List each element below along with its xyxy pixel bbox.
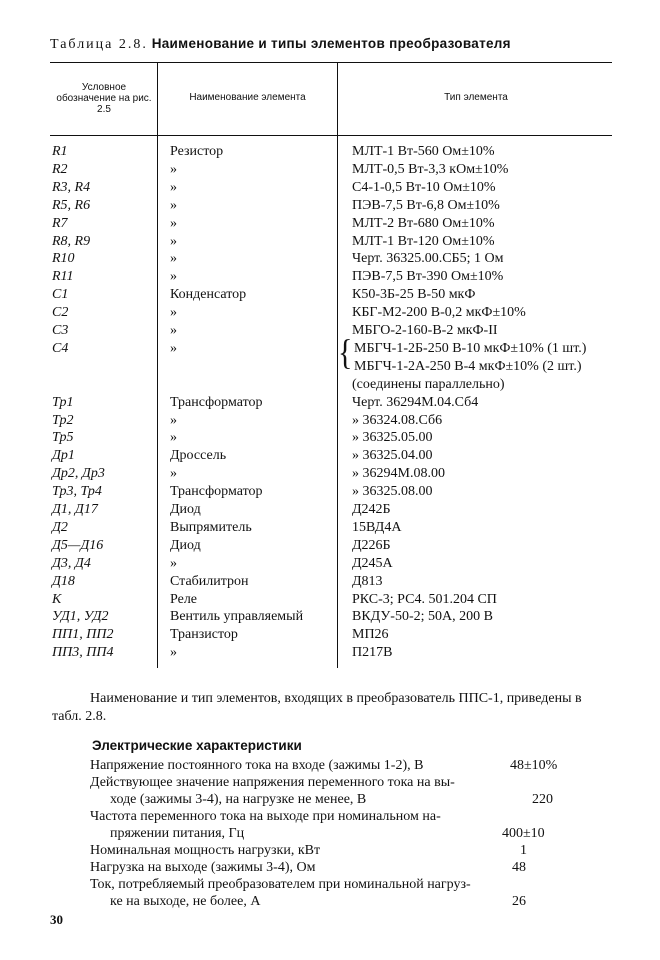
row-element-type: РКС-3; РС4. 501.204 СП <box>352 591 497 607</box>
row-element-name: Вентиль управляемый <box>170 609 304 625</box>
row-designation: УД1, УД2 <box>52 609 109 625</box>
row-element-type: Д245А <box>352 555 393 571</box>
row-element-type: МБГО-2-160-В-2 мкФ-II <box>352 323 498 338</box>
table-caption <box>50 36 511 53</box>
row-element-name: Реле <box>170 591 198 607</box>
row-designation: Др2, Др3 <box>52 466 105 482</box>
row-element-type: ВКДУ-50-2; 50А, 200 В <box>352 609 493 625</box>
row-element-type: » 36325.08.00 <box>352 484 433 500</box>
row-element-name: » <box>170 269 177 285</box>
spec-label-line: пряжении питания, Гц <box>110 826 245 841</box>
row-designation: Д18 <box>52 573 75 589</box>
row-element-name: » <box>170 340 177 356</box>
table-row <box>0 608 660 626</box>
row-designation: R5, R6 <box>52 197 91 213</box>
row-element-name: » <box>170 412 177 428</box>
row-element-type: » 36324.08.Сб6 <box>352 412 443 428</box>
row-element-name: » <box>170 466 177 482</box>
row-element-type: » 36294М.08.00 <box>352 466 445 482</box>
body-paragraph: Наименование и тип элементов, входящих в преобразователь ППС-1, приведены в табл. 2.8. <box>52 691 582 724</box>
row-element-name: » <box>170 215 177 231</box>
row-designation: Д5—Д16 <box>52 537 104 553</box>
table-row <box>0 250 660 268</box>
row-designation: R3, R4 <box>52 179 91 195</box>
row-element-name: » <box>170 161 177 177</box>
row-designation: R11 <box>52 269 74 285</box>
row-element-type: МЛТ-0,5 Вт-3,3 кОм±10% <box>352 161 509 177</box>
row-element-type: 15ВД4А <box>352 519 402 535</box>
row-designation: C3 <box>52 323 69 338</box>
row-element-type: МП26 <box>352 627 389 643</box>
table-row <box>0 483 660 501</box>
row-element-name: Конденсатор <box>170 287 247 303</box>
spec-item <box>90 859 510 876</box>
spec-value: 220 <box>532 792 553 807</box>
spec-label-line: Номинальная мощность нагрузки, кВт <box>90 843 321 858</box>
row-element-type: Д226Б <box>352 537 391 553</box>
row-designation: R1 <box>52 144 68 159</box>
row-designation: C4 <box>52 340 69 356</box>
row-element-type: С4-1-0,5 Вт-10 Ом±10% <box>352 179 496 195</box>
row-element-name: Трансформатор <box>170 394 263 410</box>
table-row <box>0 340 660 358</box>
row-element-type: ПЭВ-7,5 Вт-390 Ом±10% <box>352 269 504 285</box>
table-row <box>0 501 660 519</box>
spec-value: 400±10 <box>502 826 545 841</box>
spec-label-line: ходе (зажимы 3-4), на нагрузке не менее, В <box>110 792 367 807</box>
row-element-type: Д242Б <box>352 502 391 517</box>
row-element-name: » <box>170 323 177 338</box>
row-element-name: » <box>170 430 177 446</box>
spec-label-line: Нагрузка на выходе (зажимы 3-4), Ом <box>90 860 316 875</box>
table-row <box>0 447 660 465</box>
row-element-name: » <box>170 197 177 213</box>
row-element-type: П217В <box>352 645 393 661</box>
table-row <box>0 268 660 286</box>
row-element-name: Выпрямитель <box>170 519 252 535</box>
row-element-name: Трансформатор <box>170 484 263 500</box>
table-row <box>0 412 660 430</box>
table-row <box>0 358 660 376</box>
section-title: Электрические характеристики <box>92 738 302 753</box>
row-element-name: Диод <box>170 502 201 517</box>
row-element-type: МЛТ-1 Вт-120 Ом±10% <box>352 233 495 249</box>
row-designation: R2 <box>52 161 68 177</box>
spec-item <box>90 774 510 808</box>
table-row <box>0 465 660 483</box>
row-designation: Тр3, Тр4 <box>52 484 102 500</box>
table-row <box>0 233 660 251</box>
spec-value: 1 <box>520 843 527 858</box>
row-element-type: ПЭВ-7,5 Вт-6,8 Ом±10% <box>352 197 500 213</box>
row-element-name: » <box>170 233 177 249</box>
spec-item <box>90 842 510 859</box>
row-element-name: » <box>170 645 177 661</box>
row-designation: R8, R9 <box>52 233 91 249</box>
row-element-name: Резистор <box>170 144 224 159</box>
table-row <box>0 429 660 447</box>
row-element-type: » 36325.04.00 <box>352 448 433 464</box>
row-designation: К <box>52 591 62 607</box>
spec-item <box>90 757 510 774</box>
row-designation: Д2 <box>52 519 68 535</box>
row-element-type: (соединены параллельно) <box>352 376 505 392</box>
row-element-type: Д813 <box>352 573 383 589</box>
row-designation: Д1, Д17 <box>52 502 98 517</box>
spec-label-line: Ток, потребляемый преобразователем при номинальной нагруз- <box>90 877 471 892</box>
header-designation: Условное обозначение на рис. 2.5 <box>56 82 152 115</box>
row-element-name: » <box>170 305 177 321</box>
table-row <box>0 322 660 340</box>
row-designation: R10 <box>52 251 75 267</box>
row-element-name: Стабилитрон <box>170 573 249 589</box>
row-element-type: » 36325.05.00 <box>352 430 433 446</box>
table-row <box>0 519 660 537</box>
row-element-name: » <box>170 251 177 267</box>
page-number: 30 <box>50 912 63 927</box>
table-row <box>0 215 660 233</box>
table-top-rule <box>50 62 612 63</box>
row-element-name: Дроссель <box>170 448 227 464</box>
table-row <box>0 591 660 609</box>
row-element-type: МЛТ-2 Вт-680 Ом±10% <box>352 215 495 231</box>
table-row <box>0 376 660 394</box>
row-designation: Тр1 <box>52 394 74 410</box>
row-element-type: МЛТ-1 Вт-560 Ом±10% <box>352 144 495 159</box>
row-designation: R7 <box>52 215 68 231</box>
table-row <box>0 626 660 644</box>
row-element-type: МБГЧ-1-2А-250 В-4 мкФ±10% (2 шт.) <box>354 358 582 374</box>
spec-label-line: Напряжение постоянного тока на входе (зажимы 1-2), В <box>90 758 424 773</box>
row-element-type: Черт. 36325.00.СБ5; 1 Ом <box>352 251 504 267</box>
row-designation: Тр5 <box>52 430 74 446</box>
row-element-type: МБГЧ-1-2Б-250 В-10 мкФ±10% (1 шт.) <box>354 340 587 356</box>
table-row <box>0 394 660 412</box>
spec-label-line: Действующее значение напряжения переменного тока на вы- <box>90 775 455 790</box>
row-element-type: Черт. 36294М.04.Сб4 <box>352 394 479 410</box>
table-row <box>0 537 660 555</box>
table-row <box>0 286 660 304</box>
spec-item <box>90 808 510 842</box>
table-row <box>0 304 660 322</box>
spec-value: 48 <box>512 860 526 875</box>
row-element-name: Диод <box>170 537 201 553</box>
table-row <box>0 161 660 179</box>
row-element-name: » <box>170 555 177 571</box>
spec-label-line: ке на выходе, не более, А <box>110 894 261 909</box>
table-row <box>0 143 660 161</box>
parallel-brace: { <box>338 332 353 373</box>
row-designation: ПП1, ПП2 <box>52 627 114 643</box>
row-designation: Тр2 <box>52 412 74 428</box>
row-designation: Др1 <box>52 448 75 464</box>
row-element-name: Транзистор <box>170 627 238 643</box>
header-element-name: Наименование элемента <box>189 92 306 103</box>
spec-value: 48±10% <box>510 758 558 773</box>
table-row <box>0 179 660 197</box>
row-designation: ПП3, ПП4 <box>52 645 114 661</box>
table-row <box>0 555 660 573</box>
header-element-type: Тип элемента <box>444 92 508 103</box>
table-row <box>0 197 660 215</box>
spec-label-line: Частота переменного тока на выходе при номинальном на- <box>90 809 441 824</box>
table-header-rule <box>50 135 612 136</box>
row-element-type: К50-3Б-25 В-50 мкФ <box>352 287 476 303</box>
spec-item <box>90 876 510 910</box>
table-title: Наименование и типы элементов преобразователя <box>151 36 511 51</box>
row-element-type: КБГ-М2-200 В-0,2 мкФ±10% <box>352 305 526 321</box>
table-row <box>0 573 660 591</box>
row-element-name: » <box>170 179 177 195</box>
table-number: Таблица 2.8. <box>50 37 148 52</box>
spec-value: 26 <box>512 894 526 909</box>
row-designation: C2 <box>52 305 69 321</box>
table-row <box>0 644 660 662</box>
row-designation: C1 <box>52 287 69 303</box>
row-designation: Д3, Д4 <box>52 555 91 571</box>
